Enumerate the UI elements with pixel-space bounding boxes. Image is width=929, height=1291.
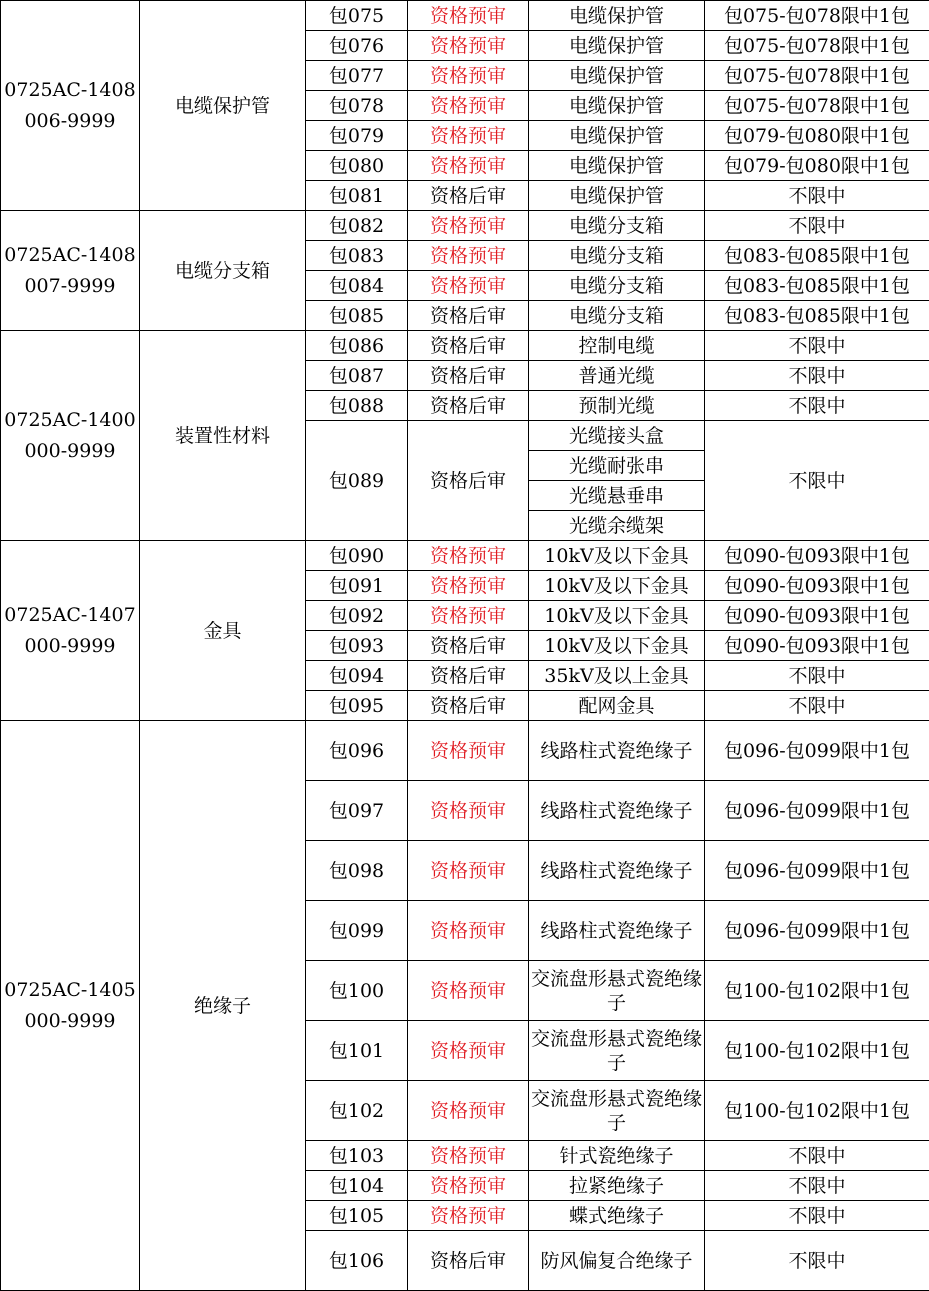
review-type-cell: 资格预审 [408,121,529,151]
win-limit-cell: 包083-包085限中1包 [705,271,929,301]
item-name-cell: 电缆保护管 [529,1,705,31]
item-name-cell: 光缆悬垂串 [529,481,705,511]
review-type-cell: 资格预审 [408,1,529,31]
item-name-cell: 电缆保护管 [529,181,705,211]
review-type-cell: 资格预审 [408,901,529,961]
package-id-cell: 包083 [306,241,408,271]
package-id-cell: 包092 [306,601,408,631]
review-type-cell: 资格预审 [408,781,529,841]
win-limit-cell: 不限中 [705,691,929,721]
material-category-cell: 电缆保护管 [140,1,306,211]
table-row [1,211,929,241]
material-code-cell: 0725AC-1408006-9999 [1,1,140,211]
win-limit-cell: 包090-包093限中1包 [705,541,929,571]
win-limit-cell: 包090-包093限中1包 [705,601,929,631]
review-type-cell: 资格预审 [408,151,529,181]
material-category-cell: 金具 [140,541,306,721]
win-limit-cell: 包100-包102限中1包 [705,961,929,1021]
package-id-cell: 包086 [306,331,408,361]
win-limit-cell: 包096-包099限中1包 [705,721,929,781]
win-limit-cell: 包096-包099限中1包 [705,901,929,961]
package-id-cell: 包096 [306,721,408,781]
win-limit-cell: 不限中 [705,1141,929,1171]
package-id-cell: 包082 [306,211,408,241]
review-type-cell: 资格后审 [408,181,529,211]
review-type-cell: 资格后审 [408,1231,529,1291]
win-limit-cell: 包075-包078限中1包 [705,1,929,31]
win-limit-cell: 包075-包078限中1包 [705,61,929,91]
review-type-cell: 资格预审 [408,1171,529,1201]
win-limit-cell: 包083-包085限中1包 [705,301,929,331]
review-type-cell: 资格预审 [408,841,529,901]
item-name-cell: 交流盘形悬式瓷绝缘子 [529,961,705,1021]
package-id-cell: 包089 [306,421,408,541]
review-type-cell: 资格后审 [408,691,529,721]
win-limit-cell: 包079-包080限中1包 [705,151,929,181]
win-limit-cell: 不限中 [705,181,929,211]
review-type-cell: 资格预审 [408,1201,529,1231]
win-limit-cell: 不限中 [705,1231,929,1291]
item-name-cell: 电缆保护管 [529,151,705,181]
package-id-cell: 包098 [306,841,408,901]
item-name-cell: 蝶式绝缘子 [529,1201,705,1231]
win-limit-cell: 不限中 [705,421,929,541]
review-type-cell: 资格后审 [408,331,529,361]
item-name-cell: 电缆分支箱 [529,241,705,271]
item-name-cell: 电缆保护管 [529,91,705,121]
review-type-cell: 资格预审 [408,271,529,301]
material-code-cell: 0725AC-1400000-9999 [1,331,140,541]
review-type-cell: 资格预审 [408,721,529,781]
package-id-cell: 包076 [306,31,408,61]
review-type-cell: 资格后审 [408,631,529,661]
win-limit-cell: 包090-包093限中1包 [705,631,929,661]
item-name-cell: 电缆分支箱 [529,211,705,241]
win-limit-cell: 包100-包102限中1包 [705,1021,929,1081]
review-type-cell: 资格后审 [408,391,529,421]
item-name-cell: 电缆分支箱 [529,271,705,301]
table-row [1,721,929,781]
item-name-cell: 预制光缆 [529,391,705,421]
package-id-cell: 包104 [306,1171,408,1201]
review-type-cell: 资格后审 [408,661,529,691]
item-name-cell: 光缆余缆架 [529,511,705,541]
material-code-cell: 0725AC-1408007-9999 [1,211,140,331]
win-limit-cell: 包083-包085限中1包 [705,241,929,271]
package-id-cell: 包100 [306,961,408,1021]
table-row [1,1,929,31]
win-limit-cell: 包075-包078限中1包 [705,31,929,61]
win-limit-cell: 不限中 [705,1171,929,1201]
item-name-cell: 电缆保护管 [529,121,705,151]
item-name-cell: 线路柱式瓷绝缘子 [529,901,705,961]
package-id-cell: 包075 [306,1,408,31]
review-type-cell: 资格预审 [408,91,529,121]
package-id-cell: 包088 [306,391,408,421]
item-name-cell: 电缆保护管 [529,31,705,61]
material-category-cell: 装置性材料 [140,331,306,541]
review-type-cell: 资格预审 [408,571,529,601]
review-type-cell: 资格预审 [408,31,529,61]
package-id-cell: 包091 [306,571,408,601]
item-name-cell: 电缆分支箱 [529,301,705,331]
item-name-cell: 防风偏复合绝缘子 [529,1231,705,1291]
win-limit-cell: 不限中 [705,361,929,391]
package-id-cell: 包097 [306,781,408,841]
material-code-cell: 0725AC-1407000-9999 [1,541,140,721]
item-name-cell: 交流盘形悬式瓷绝缘子 [529,1081,705,1141]
win-limit-cell: 包075-包078限中1包 [705,91,929,121]
win-limit-cell: 包100-包102限中1包 [705,1081,929,1141]
item-name-cell: 10kV及以下金具 [529,541,705,571]
package-id-cell: 包087 [306,361,408,391]
review-type-cell: 资格预审 [408,541,529,571]
item-name-cell: 电缆保护管 [529,61,705,91]
item-name-cell: 35kV及以上金具 [529,661,705,691]
win-limit-cell: 包090-包093限中1包 [705,571,929,601]
item-name-cell: 拉紧绝缘子 [529,1171,705,1201]
package-id-cell: 包093 [306,631,408,661]
win-limit-cell: 不限中 [705,211,929,241]
package-id-cell: 包084 [306,271,408,301]
win-limit-cell: 不限中 [705,331,929,361]
review-type-cell: 资格预审 [408,1081,529,1141]
item-name-cell: 线路柱式瓷绝缘子 [529,781,705,841]
win-limit-cell: 不限中 [705,1201,929,1231]
review-type-cell: 资格预审 [408,61,529,91]
package-id-cell: 包080 [306,151,408,181]
win-limit-cell: 包079-包080限中1包 [705,121,929,151]
review-type-cell: 资格预审 [408,1141,529,1171]
package-id-cell: 包101 [306,1021,408,1081]
package-id-cell: 包106 [306,1231,408,1291]
item-name-cell: 普通光缆 [529,361,705,391]
material-category-cell: 电缆分支箱 [140,211,306,331]
review-type-cell: 资格后审 [408,361,529,391]
material-category-cell: 绝缘子 [140,721,306,1291]
win-limit-cell: 不限中 [705,391,929,421]
package-id-cell: 包078 [306,91,408,121]
item-name-cell: 针式瓷绝缘子 [529,1141,705,1171]
review-type-cell: 资格预审 [408,1021,529,1081]
item-name-cell: 线路柱式瓷绝缘子 [529,721,705,781]
item-name-cell: 线路柱式瓷绝缘子 [529,841,705,901]
package-id-cell: 包099 [306,901,408,961]
win-limit-cell: 包096-包099限中1包 [705,841,929,901]
win-limit-cell: 不限中 [705,661,929,691]
item-name-cell: 10kV及以下金具 [529,601,705,631]
review-type-cell: 资格后审 [408,301,529,331]
item-name-cell: 交流盘形悬式瓷绝缘子 [529,1021,705,1081]
item-name-cell: 控制电缆 [529,331,705,361]
package-id-cell: 包094 [306,661,408,691]
win-limit-cell: 包096-包099限中1包 [705,781,929,841]
table-row [1,331,929,361]
material-code-cell: 0725AC-1405000-9999 [1,721,140,1291]
review-type-cell: 资格预审 [408,601,529,631]
review-type-cell: 资格预审 [408,211,529,241]
item-name-cell: 光缆耐张串 [529,451,705,481]
package-id-cell: 包085 [306,301,408,331]
table-body [1,1,929,1291]
review-type-cell: 资格后审 [408,421,529,541]
review-type-cell: 资格预审 [408,961,529,1021]
review-type-cell: 资格预审 [408,241,529,271]
package-id-cell: 包103 [306,1141,408,1171]
item-name-cell: 配网金具 [529,691,705,721]
package-id-cell: 包081 [306,181,408,211]
package-id-cell: 包077 [306,61,408,91]
item-name-cell: 光缆接头盒 [529,421,705,451]
table-row [1,541,929,571]
package-id-cell: 包102 [306,1081,408,1141]
item-name-cell: 10kV及以下金具 [529,571,705,601]
item-name-cell: 10kV及以下金具 [529,631,705,661]
package-id-cell: 包090 [306,541,408,571]
package-id-cell: 包105 [306,1201,408,1231]
package-id-cell: 包079 [306,121,408,151]
package-id-cell: 包095 [306,691,408,721]
